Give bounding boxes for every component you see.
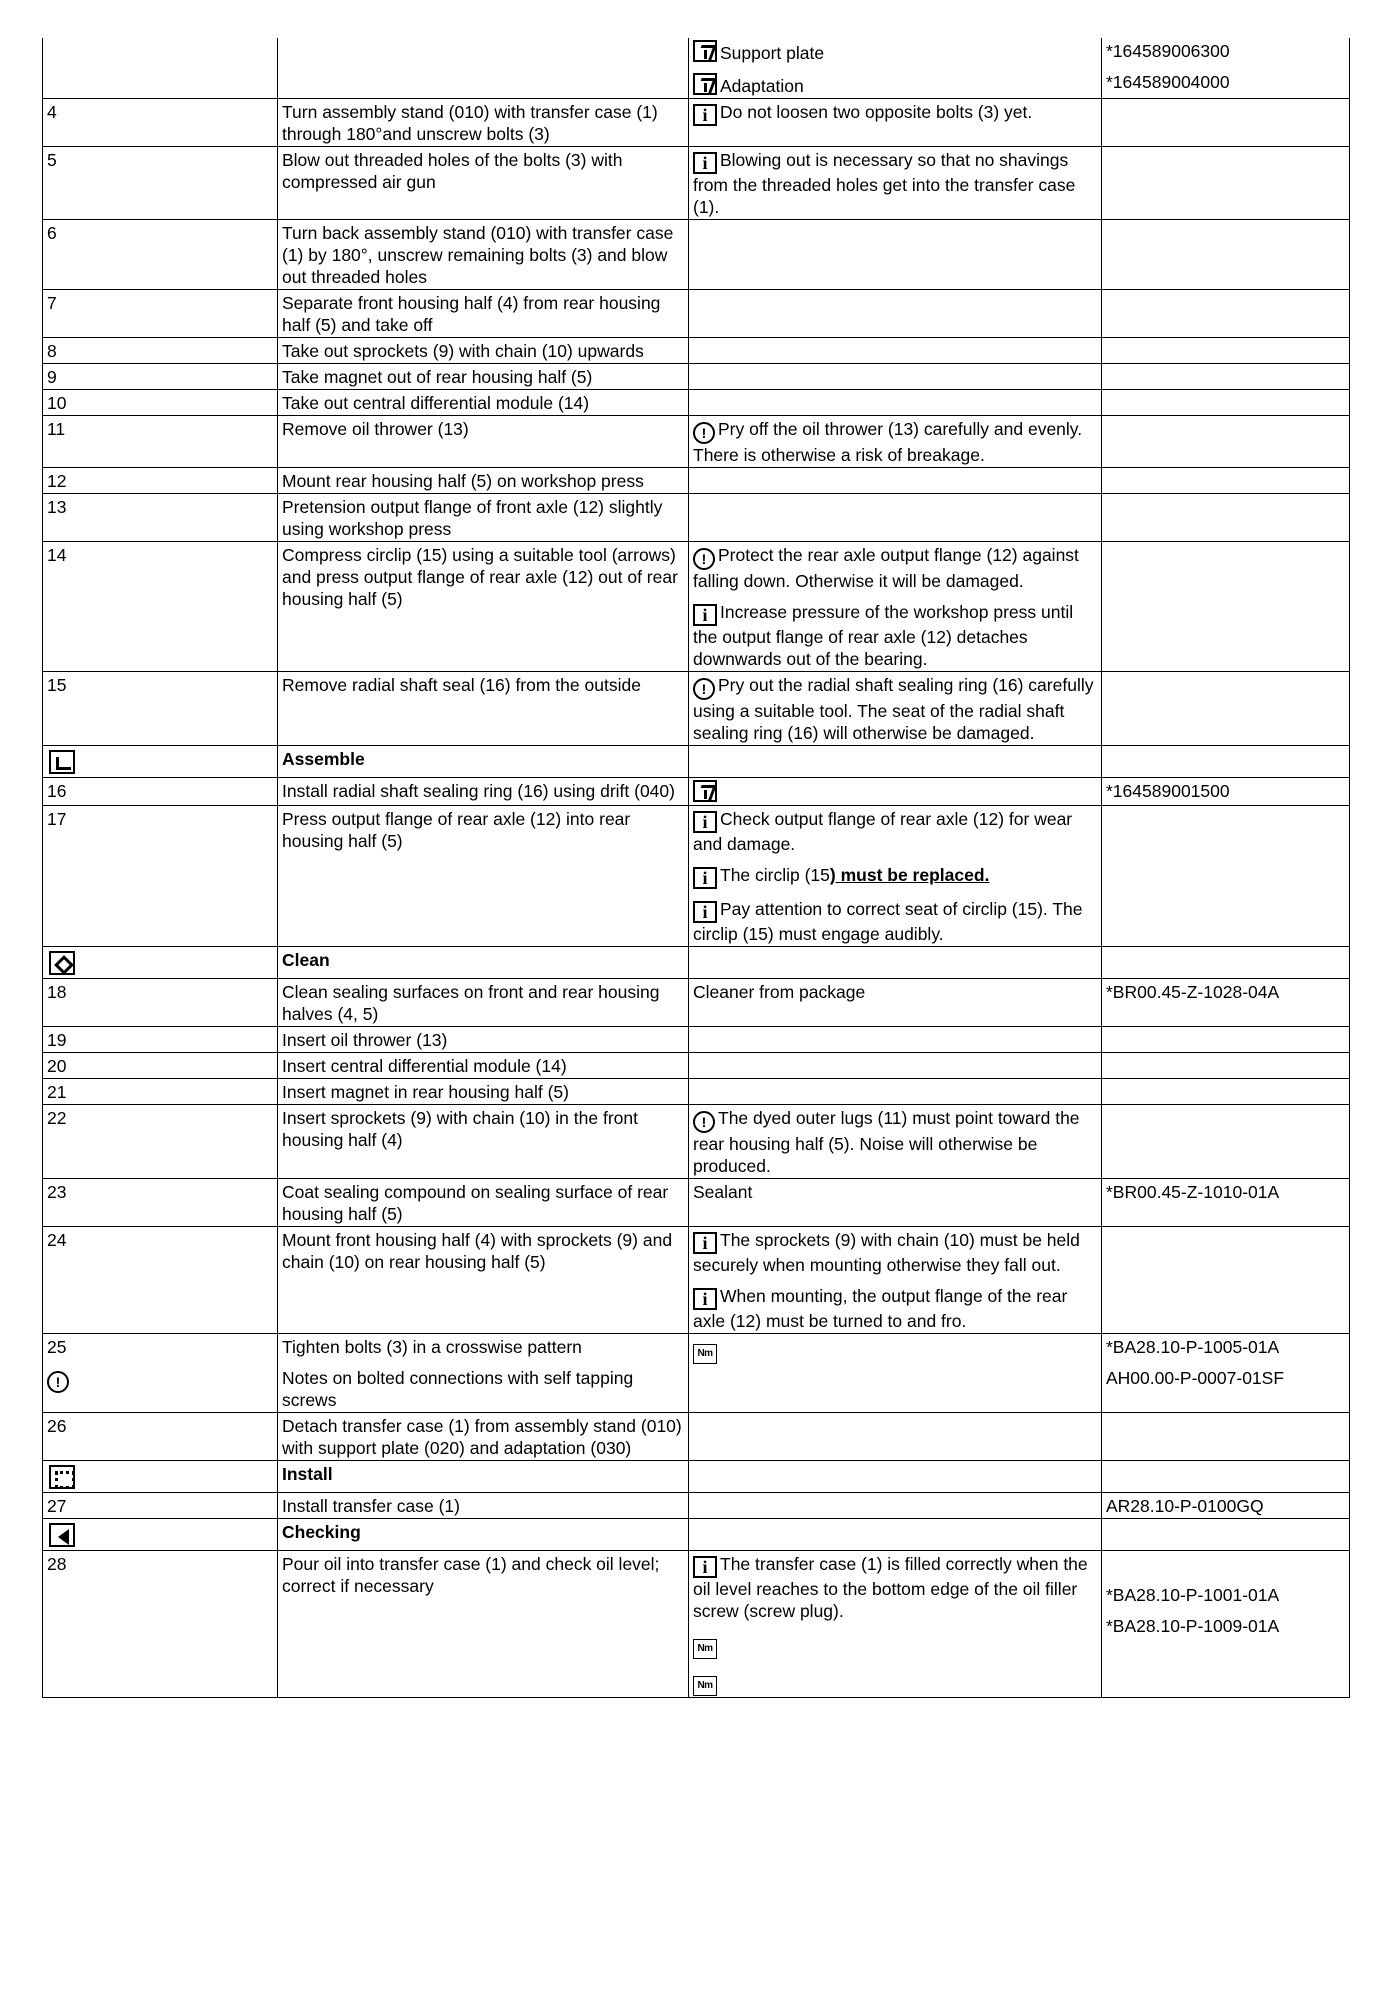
procedure-table — [42, 38, 1350, 1698]
note — [693, 101, 1097, 126]
special-tool-icon — [693, 73, 717, 95]
info-icon: i — [693, 1288, 717, 1310]
caution-icon: ! — [47, 1371, 69, 1393]
notes-cell — [689, 542, 1102, 672]
step-cell — [43, 220, 278, 290]
action-text: Mount front housing half (4) with sprockets (9) and chain (10) on rear housing half (5) — [282, 1230, 673, 1272]
action-cell — [278, 99, 689, 147]
section-row — [43, 746, 1350, 778]
step-cell — [43, 1027, 278, 1053]
action-cell — [278, 1334, 689, 1413]
reference-cell — [1102, 364, 1350, 390]
reference-cell — [1102, 220, 1350, 290]
action-text: Separate front housing half (4) from rear housing half (5) and take off — [282, 293, 661, 335]
note-text: Cleaner from package — [693, 982, 866, 1002]
action-text: Clean sealing surfaces on front and rear housing halves (4, 5) — [282, 982, 660, 1024]
note — [693, 1107, 1097, 1177]
step-number: 19 — [47, 1030, 67, 1050]
info-icon: i — [693, 1556, 717, 1578]
notes-cell — [689, 1027, 1102, 1053]
reference-cell — [1102, 1551, 1350, 1698]
action-cell — [278, 1413, 689, 1461]
notes-cell — [689, 1413, 1102, 1461]
action-text: Turn back assembly stand (010) with transfer case (1) by 180°, unscrew remaining bolts (3) and blow out threaded holes — [282, 223, 674, 287]
step-row — [43, 1227, 1350, 1334]
note — [693, 1553, 1097, 1622]
reference-cell — [1102, 1413, 1350, 1461]
action-cell — [278, 220, 689, 290]
note-text: The circlip (15 — [720, 865, 830, 885]
action-text: Take out sprockets (9) with chain (10) upwards — [282, 341, 644, 361]
step-row — [43, 416, 1350, 468]
action-cell — [278, 746, 689, 778]
notes-cell — [689, 220, 1102, 290]
reference-cell — [1102, 1493, 1350, 1519]
step-cell — [43, 806, 278, 947]
note — [693, 1631, 1097, 1659]
note — [693, 864, 1097, 889]
step-row — [43, 99, 1350, 147]
step-row — [43, 1179, 1350, 1227]
torque-nm-icon: Nm — [693, 1639, 717, 1659]
note-text: The dyed outer lugs (11) must point toward the rear housing half (5). Noise will otherwise be produced. — [693, 1108, 1080, 1176]
clean-section-icon — [49, 951, 75, 975]
note-text: Pay attention to correct seat of circlip (15). The circlip (15) must engage audibly. — [693, 899, 1083, 944]
step-cell — [43, 672, 278, 746]
assemble-section-icon — [49, 750, 75, 774]
action-text: Remove oil thrower (13) — [282, 419, 469, 439]
action-text: Detach transfer case (1) from assembly stand (010) with support plate (020) and adaptation (030) — [282, 1416, 682, 1458]
notes-cell — [689, 746, 1102, 778]
action-text: Blow out threaded holes of the bolts (3) with compressed air gun — [282, 150, 623, 192]
torque-nm-icon: Nm — [693, 1344, 717, 1364]
notes-cell — [689, 1105, 1102, 1179]
reference-cell — [1102, 338, 1350, 364]
reference-cell — [1102, 494, 1350, 542]
step-row — [43, 806, 1350, 947]
step-number: 10 — [47, 393, 67, 413]
reference-link[interactable]: *164589004000 — [1106, 72, 1230, 92]
action-text: Install transfer case (1) — [282, 1496, 460, 1516]
step-number: 20 — [47, 1056, 67, 1076]
note — [693, 40, 1097, 64]
action-cell — [278, 1053, 689, 1079]
action-text: Insert magnet in rear housing half (5) — [282, 1082, 569, 1102]
step-number: 27 — [47, 1496, 67, 1516]
step-number: 8 — [47, 341, 57, 361]
action-text: Pour oil into transfer case (1) and check oil level; correct if necessary — [282, 1554, 660, 1596]
reference-cell — [1102, 979, 1350, 1027]
step-row — [43, 390, 1350, 416]
action-cell — [278, 147, 689, 220]
note-text: When mounting, the output flange of the rear axle (12) must be turned to and fro. — [693, 1286, 1068, 1331]
step-cell — [43, 1053, 278, 1079]
reference-link[interactable]: *BA28.10-P-1009-01A — [1106, 1616, 1280, 1636]
reference-link[interactable]: AR28.10-P-0100GQ — [1106, 1496, 1264, 1516]
step-cell — [43, 1105, 278, 1179]
caution-icon: ! — [693, 548, 715, 570]
action-cell — [278, 1079, 689, 1105]
step-number: 17 — [47, 809, 67, 829]
step-number: 26 — [47, 1416, 67, 1436]
note — [693, 1285, 1097, 1332]
step-number: 22 — [47, 1108, 67, 1128]
action-cell — [278, 979, 689, 1027]
step-number: 21 — [47, 1082, 67, 1102]
reference-cell — [1102, 947, 1350, 979]
step-cell — [43, 38, 278, 99]
reference-link[interactable]: *BR00.45-Z-1010-01A — [1106, 1182, 1280, 1202]
notes-cell — [689, 1551, 1102, 1698]
reference-cell — [1102, 1179, 1350, 1227]
step-cell — [43, 494, 278, 542]
info-icon: i — [693, 104, 717, 126]
action-cell — [278, 1493, 689, 1519]
action-cell — [278, 1551, 689, 1698]
step-cell — [43, 1551, 278, 1698]
reference-cell — [1102, 778, 1350, 806]
reference-link[interactable]: *164589006300 — [1106, 41, 1230, 61]
reference-link[interactable]: *164589001500 — [1106, 781, 1230, 801]
notes-cell — [689, 494, 1102, 542]
action-cell — [278, 1227, 689, 1334]
notes-cell — [689, 1519, 1102, 1551]
note-text: Support plate — [720, 43, 825, 63]
action-cell — [278, 1105, 689, 1179]
step-number: 14 — [47, 545, 67, 565]
reference-link[interactable]: *BR00.45-Z-1028-04A — [1106, 982, 1280, 1002]
action-cell — [278, 542, 689, 672]
step-number: 12 — [47, 471, 67, 491]
notes-cell — [689, 99, 1102, 147]
step-number: 9 — [47, 367, 57, 387]
step-cell — [43, 468, 278, 494]
notes-cell — [689, 468, 1102, 494]
torque-nm-icon: Nm — [693, 1676, 717, 1696]
info-icon: i — [693, 152, 717, 174]
step-cell — [43, 746, 278, 778]
notes-cell — [689, 416, 1102, 468]
reference-link[interactable]: AH00.00-P-0007-01SF — [1106, 1368, 1285, 1388]
reference-cell — [1102, 390, 1350, 416]
section-row — [43, 1519, 1350, 1551]
step-number: 6 — [47, 223, 57, 243]
info-icon: i — [693, 811, 717, 833]
action-text: Install radial shaft sealing ring (16) using drift (040) — [282, 781, 675, 801]
action-text: Insert central differential module (14) — [282, 1056, 567, 1076]
reference-cell — [1102, 1334, 1350, 1413]
section-row — [43, 947, 1350, 979]
notes-cell — [689, 290, 1102, 338]
notes-cell — [689, 390, 1102, 416]
action-cell — [278, 806, 689, 947]
action-cell — [278, 947, 689, 979]
notes-cell — [689, 1079, 1102, 1105]
step-row — [43, 1551, 1350, 1698]
step-row — [43, 542, 1350, 672]
action-cell — [278, 1519, 689, 1551]
action-text: Take out central differential module (14) — [282, 393, 590, 413]
note-text: The sprockets (9) with chain (10) must be held securely when mounting otherwise they fall out. — [693, 1230, 1080, 1275]
step-row — [43, 1027, 1350, 1053]
checking-section-icon — [49, 1523, 75, 1547]
reference-cell — [1102, 672, 1350, 746]
action-cell — [278, 468, 689, 494]
note — [693, 1668, 1097, 1696]
note — [693, 149, 1097, 218]
info-icon: i — [693, 604, 717, 626]
step-cell — [43, 1493, 278, 1519]
caution-icon: ! — [693, 1111, 715, 1133]
step-number: 5 — [47, 150, 57, 170]
step-row — [43, 672, 1350, 746]
reference-cell — [1102, 290, 1350, 338]
step-cell — [43, 416, 278, 468]
step-number — [47, 40, 273, 62]
section-title: Assemble — [282, 749, 365, 769]
section-row — [43, 1461, 1350, 1493]
reference-cell — [1102, 806, 1350, 947]
section-title: Checking — [282, 1522, 361, 1542]
step-row — [43, 1105, 1350, 1179]
action-text: Coat sealing compound on sealing surface of rear housing half (5) — [282, 1182, 669, 1224]
action-link[interactable]: Notes on bolted connections with self tapping screws — [282, 1368, 634, 1410]
reference-link[interactable]: *BA28.10-P-1001-01A — [1106, 1585, 1280, 1605]
step-cell — [43, 290, 278, 338]
notes-cell — [689, 1334, 1102, 1413]
notes-cell — [689, 672, 1102, 746]
step-row — [43, 38, 1350, 99]
step-row — [43, 1053, 1350, 1079]
special-tool-icon — [693, 780, 717, 802]
step-cell — [43, 338, 278, 364]
reference-link[interactable]: *BA28.10-P-1005-01A — [1106, 1337, 1280, 1357]
action-cell — [278, 38, 689, 99]
note-text: Increase pressure of the workshop press until the output flange of rear axle (12) detaches downwards out of the bearing. — [693, 602, 1074, 669]
step-number: 15 — [47, 675, 67, 695]
notes-cell — [689, 1227, 1102, 1334]
step-cell — [43, 947, 278, 979]
reference-cell — [1102, 1519, 1350, 1551]
step-number: 13 — [47, 497, 67, 517]
action-text: Mount rear housing half (5) on workshop press — [282, 471, 644, 491]
reference-cell — [1102, 1461, 1350, 1493]
notes-cell — [689, 947, 1102, 979]
reference-cell — [1102, 416, 1350, 468]
step-number: 7 — [47, 293, 57, 313]
note — [693, 981, 1097, 1003]
reference-cell — [1102, 1227, 1350, 1334]
notes-cell — [689, 1461, 1102, 1493]
action-cell — [278, 338, 689, 364]
step-cell — [43, 390, 278, 416]
step-number: 24 — [47, 1230, 67, 1250]
info-icon: i — [693, 1232, 717, 1254]
step-row — [43, 1334, 1350, 1413]
note-text: Protect the rear axle output flange (12) against falling down. Otherwise it will be damaged. — [693, 545, 1079, 591]
action-text: Tighten bolts (3) in a crosswise pattern — [282, 1337, 582, 1357]
note-text: Pry out the radial shaft sealing ring (16) carefully using a suitable tool. The seat of the radial shaft sealing ring (16) will otherwise be damaged. — [693, 675, 1094, 743]
caution-icon: ! — [693, 678, 715, 700]
action-text: Press output flange of rear axle (12) into rear housing half (5) — [282, 809, 631, 851]
step-cell — [43, 1227, 278, 1334]
action-text — [282, 40, 684, 62]
step-number: 23 — [47, 1182, 67, 1202]
note-text: Blowing out is necessary so that no shavings from the threaded holes get into the transfer case (1). — [693, 150, 1076, 217]
action-cell — [278, 1027, 689, 1053]
reference-cell — [1102, 468, 1350, 494]
step-note-marker — [47, 1367, 273, 1393]
section-title: Install — [282, 1464, 333, 1484]
notes-cell — [689, 806, 1102, 947]
note-text: Pry off the oil thrower (13) carefully and evenly. There is otherwise a risk of breakage. — [693, 419, 1083, 465]
action-text: Insert sprockets (9) with chain (10) in the front housing half (4) — [282, 1108, 638, 1150]
note — [693, 780, 1097, 804]
step-row — [43, 979, 1350, 1027]
step-number: 11 — [47, 419, 66, 439]
step-number: 4 — [47, 102, 57, 122]
step-cell — [43, 1079, 278, 1105]
info-icon: i — [693, 901, 717, 923]
reference-cell — [1102, 1027, 1350, 1053]
step-row — [43, 1079, 1350, 1105]
procedure-document — [42, 38, 1349, 1698]
notes-cell — [689, 364, 1102, 390]
step-cell — [43, 542, 278, 672]
note — [693, 418, 1097, 466]
info-icon: i — [693, 867, 717, 889]
action-cell — [278, 364, 689, 390]
step-cell — [43, 147, 278, 220]
step-row — [43, 468, 1350, 494]
note — [693, 601, 1097, 670]
action-cell — [278, 494, 689, 542]
note-text: Adaptation — [720, 76, 804, 96]
step-number: 16 — [47, 781, 67, 801]
step-row — [43, 220, 1350, 290]
note-text: Sealant — [693, 1182, 753, 1202]
step-row — [43, 364, 1350, 390]
notes-cell — [689, 1493, 1102, 1519]
action-text: Take magnet out of rear housing half (5) — [282, 367, 593, 387]
reference-cell — [1102, 147, 1350, 220]
action-cell — [278, 1179, 689, 1227]
step-row — [43, 1493, 1350, 1519]
step-cell — [43, 1179, 278, 1227]
step-cell — [43, 364, 278, 390]
reference-cell — [1102, 542, 1350, 672]
note-text: The transfer case (1) is filled correctly when the oil level reaches to the bottom edge of the oil filler screw (screw plug). — [693, 1554, 1088, 1621]
note — [693, 898, 1097, 945]
action-text: Insert oil thrower (13) — [282, 1030, 448, 1050]
caution-icon: ! — [693, 422, 715, 444]
action-cell — [278, 778, 689, 806]
note-emphasis: ) must be replaced. — [829, 865, 990, 885]
step-row — [43, 338, 1350, 364]
step-number: 25 — [47, 1337, 67, 1357]
step-row — [43, 494, 1350, 542]
note — [693, 808, 1097, 855]
step-cell — [43, 1461, 278, 1493]
step-cell — [43, 979, 278, 1027]
note — [693, 73, 1097, 97]
special-tool-icon — [693, 40, 717, 62]
step-row — [43, 778, 1350, 806]
note — [693, 544, 1097, 592]
install-section-icon — [49, 1465, 75, 1489]
note — [693, 1336, 1097, 1364]
action-text: Pretension output flange of front axle (12) slightly using workshop press — [282, 497, 663, 539]
notes-cell — [689, 778, 1102, 806]
notes-cell — [689, 338, 1102, 364]
step-number: 28 — [47, 1554, 67, 1574]
step-cell — [43, 1334, 278, 1413]
action-cell — [278, 1461, 689, 1493]
note — [693, 1229, 1097, 1276]
action-text: Turn assembly stand (010) with transfer case (1) through 180°and unscrew bolts (3) — [282, 102, 658, 144]
notes-cell — [689, 147, 1102, 220]
step-row — [43, 147, 1350, 220]
action-cell — [278, 672, 689, 746]
action-text: Remove radial shaft seal (16) from the outside — [282, 675, 641, 695]
reference-cell — [1102, 99, 1350, 147]
reference-cell — [1102, 1053, 1350, 1079]
note-text: Check output flange of rear axle (12) for wear and damage. — [693, 809, 1073, 854]
step-cell — [43, 778, 278, 806]
reference-cell — [1102, 38, 1350, 99]
action-text: Compress circlip (15) using a suitable tool (arrows) and press output flange of rear axle (12) out of rear housing half (5) — [282, 545, 678, 609]
note-text: Do not loosen two opposite bolts (3) yet. — [720, 102, 1033, 122]
notes-cell — [689, 979, 1102, 1027]
reference-cell — [1102, 746, 1350, 778]
step-number: 18 — [47, 982, 67, 1002]
notes-cell — [689, 1053, 1102, 1079]
step-row — [43, 1413, 1350, 1461]
section-title: Clean — [282, 950, 330, 970]
action-cell — [278, 416, 689, 468]
notes-cell — [689, 38, 1102, 99]
step-cell — [43, 1519, 278, 1551]
step-cell — [43, 1413, 278, 1461]
action-cell — [278, 290, 689, 338]
notes-cell — [689, 1179, 1102, 1227]
reference-cell — [1102, 1105, 1350, 1179]
note — [693, 674, 1097, 744]
reference-cell — [1102, 1079, 1350, 1105]
step-row — [43, 290, 1350, 338]
note — [693, 1181, 1097, 1203]
reference-link — [1106, 1553, 1345, 1575]
step-cell — [43, 99, 278, 147]
action-cell — [278, 390, 689, 416]
